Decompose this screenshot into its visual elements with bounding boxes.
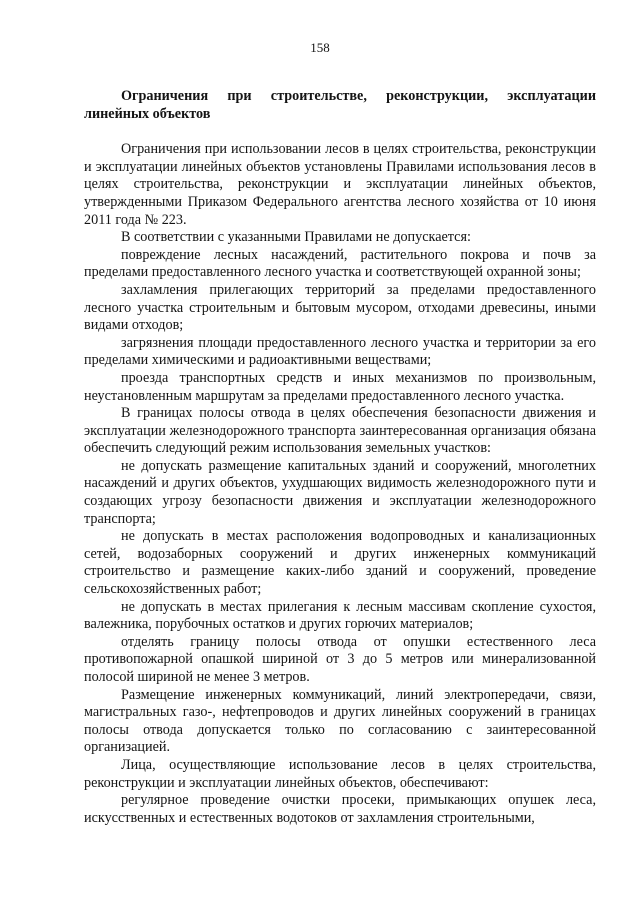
paragraph: не допускать в местах расположения водопроводных и канализационных сетей, водозаборных сооружений и других инженерных коммуникаций строительство и размещение каких-либо зданий и сооружений, проведение сельскохозяйственных работ; (84, 528, 596, 598)
paragraph: регулярное проведение очистки просеки, примыкающих опушек леса, искусственных и естественных водотоков от захламления строительными, (84, 792, 596, 826)
paragraph: проезда транспортных средств и иных механизмов по произвольным, неустановленным маршрутам за пределами предоставленного лесного участка. (84, 369, 596, 404)
paragraph: Размещение инженерных коммуникаций, линий электропередачи, связи, магистральных газо-, нефтепроводов и других линейных сооружений в границах полосы отвода допускается только по согласованию с заинтересованной организацией. (84, 686, 596, 756)
paragraph: Ограничения при использовании лесов в целях строительства, реконструкции и эксплуатации линейных объектов установлены Правилами использования лесов в целях строительства, реконструкции и эксплуатации линейных объектов, утвержденными Приказом Федерального агентства лесного хозяйства от 10 июня 2011 года № 223. (84, 141, 596, 228)
paragraph: повреждение лесных насаждений, растительного покрова и почв за пределами предоставленного лесного участка и соответствующей охранной зоны; (84, 246, 596, 281)
page-number: 158 (310, 40, 330, 55)
paragraph: загрязнения площади предоставленного лесного участка и территории за его пределами химическими и радиоактивными веществами; (84, 334, 596, 369)
paragraph: не допускать в местах прилегания к лесным массивам скопление сухостоя, валежника, порубочных остатков и других горючих материалов; (84, 598, 596, 633)
document-body (84, 88, 596, 827)
paragraph: отделять границу полосы отвода от опушки естественного леса противопожарной опашкой шириной от 3 до 5 метров или минерализованной полосой шириной не менее 3 метров. (84, 633, 596, 685)
paragraph: не допускать размещение капитальных зданий и сооружений, многолетних насаждений и других объектов, ухудшающих видимость железнодорожного пути и создающих угрозу безопасности движения и эксплуатации железнодорожного транспорта; (84, 457, 596, 527)
paragraph: В границах полосы отвода в целях обеспечения безопасности движения и эксплуатации железнодорожного транспорта заинтересованная организация обязана обеспечить следующий режим использования земельных участков: (84, 405, 596, 457)
paragraph: захламления прилегающих территорий за пределами предоставленного лесного участка строительным и бытовым мусором, отходами древесины, иными видами отходов; (84, 281, 596, 334)
section-title: Ограничения при строительстве, реконструкции, эксплуатации линейных объектов (84, 88, 596, 122)
paragraph: В соответствии с указанными Правилами не допускается: (121, 229, 471, 246)
paragraph: Лица, осуществляющие использование лесов в целях строительства, реконструкции и эксплуатации линейных объектов, обеспечивают: (84, 756, 596, 791)
